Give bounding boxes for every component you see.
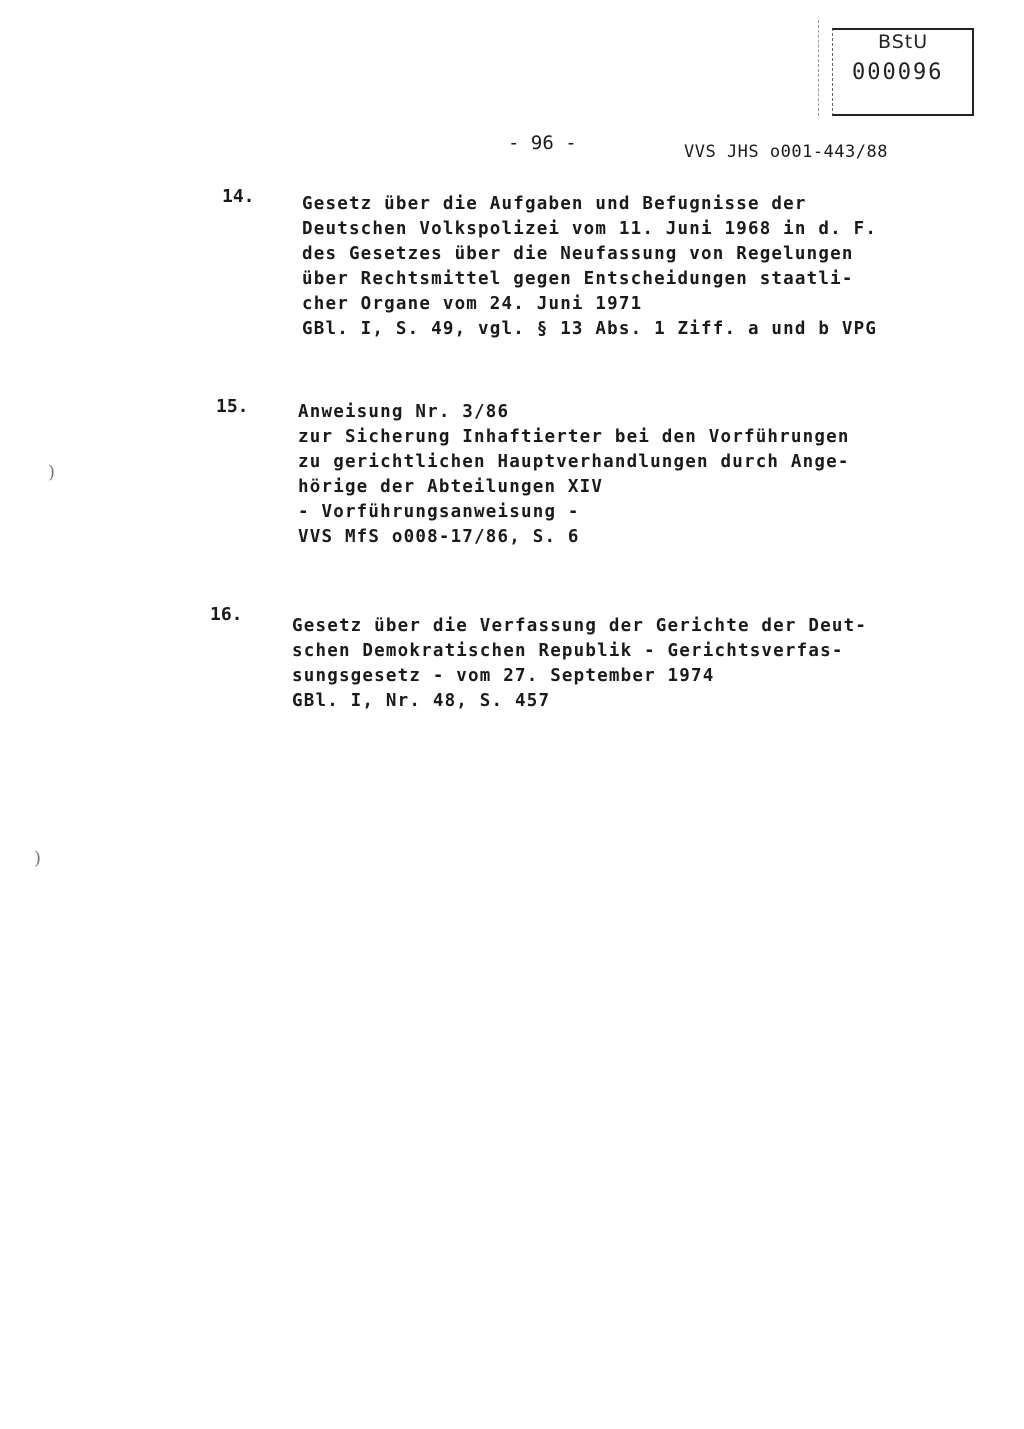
entry-number: 16. [210, 604, 243, 625]
entry-line: GBl. I, S. 49, vgl. § 13 Abs. 1 Ziff. a und b VPG [302, 319, 878, 339]
page-number: - 96 - [508, 132, 577, 154]
entry-line: hörige der Abteilungen XIV [298, 477, 604, 497]
entry-text [292, 614, 867, 714]
entry-line: GBl. I, Nr. 48, S. 457 [292, 691, 551, 711]
entry-line: VVS MfS o008-17/86, S. 6 [298, 527, 580, 547]
stamp-org-label: BStU [878, 31, 929, 53]
entry-line: sungsgesetz - vom 27. September 1974 [292, 666, 715, 686]
document-reference: VVS JHS o001-443/88 [684, 142, 888, 162]
entry-line: schen Demokratischen Republik - Gerichtsverfas- [292, 641, 844, 661]
entry-text [302, 192, 877, 342]
entry-line: Gesetz über die Verfassung der Gerichte der Deut- [292, 616, 868, 636]
entry-line: Anweisung Nr. 3/86 [298, 402, 510, 422]
entry-line: zur Sicherung Inhaftierter bei den Vorführungen [298, 427, 850, 447]
entry-text [298, 400, 850, 550]
entry-line: - Vorführungsanweisung - [298, 502, 580, 522]
stamp-page-number: 000096 [852, 60, 944, 85]
entry-number: 14. [222, 186, 255, 207]
entry-line: Gesetz über die Aufgaben und Befugnisse der [302, 194, 807, 214]
margin-punch-mark: ) [48, 462, 56, 483]
entry-line: cher Organe vom 24. Juni 1971 [302, 294, 643, 314]
entry-line: des Gesetzes über die Neufassung von Regelungen [302, 244, 854, 264]
margin-punch-mark: ) [34, 848, 42, 869]
entry-line: über Rechtsmittel gegen Entscheidungen staatli- [302, 269, 854, 289]
entry-number: 15. [216, 396, 249, 417]
entry-line: zu gerichtlichen Hauptverhandlungen durch Ange- [298, 452, 850, 472]
entry-line: Deutschen Volkspolizei vom 11. Juni 1968 in d. F. [302, 219, 878, 239]
